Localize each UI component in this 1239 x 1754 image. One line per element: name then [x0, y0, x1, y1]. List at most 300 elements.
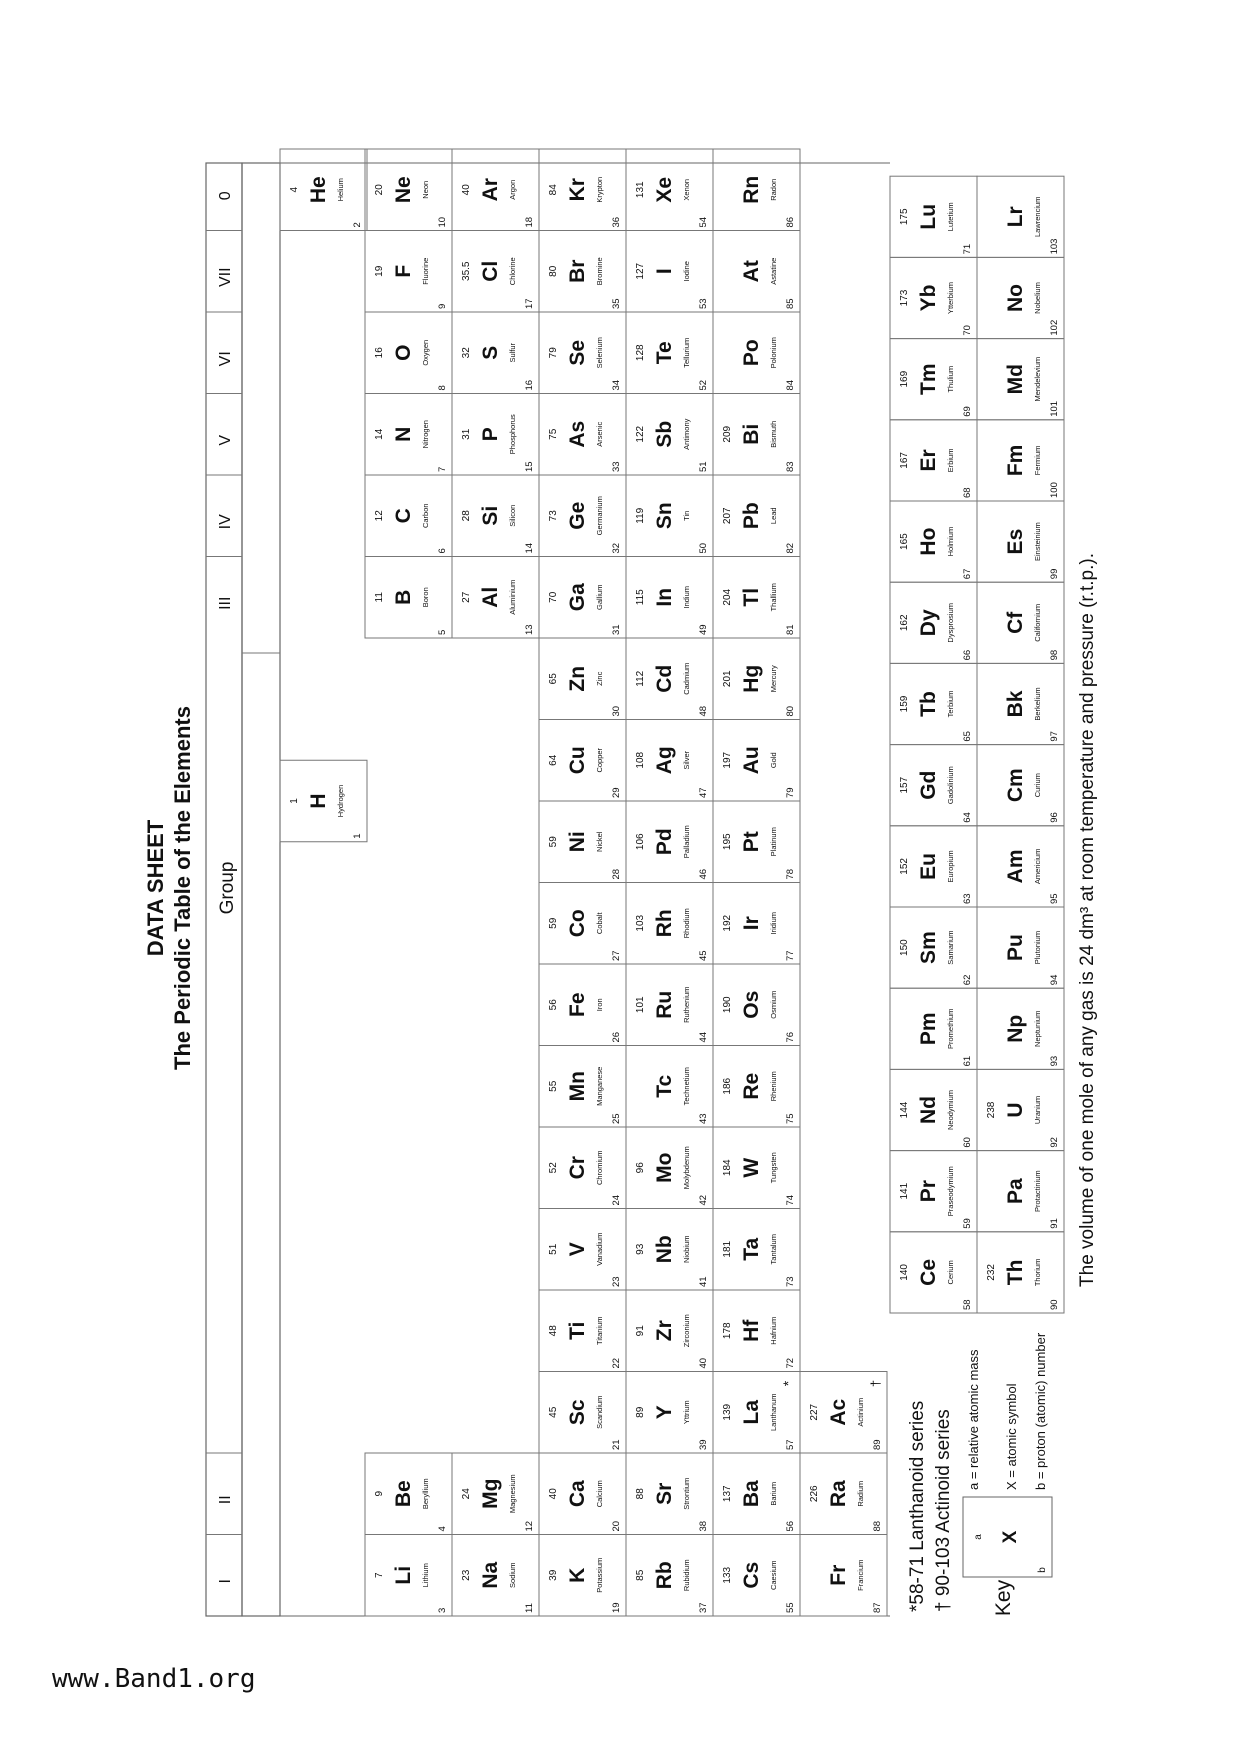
proton-number: 48: [698, 705, 709, 717]
proton-number: 51: [698, 461, 709, 472]
proton-number: 79: [785, 787, 796, 798]
element-cell-no: [977, 257, 1064, 338]
element-name: Carbon: [421, 503, 430, 529]
actinoid-marker: †: [868, 1379, 883, 1388]
element-cell-ru: [626, 964, 713, 1046]
element-name: Radium: [856, 1480, 865, 1507]
element-cell-ba: [713, 1453, 800, 1535]
element-cell-th: [977, 1232, 1064, 1313]
proton-number: 61: [962, 1055, 973, 1067]
relative-atomic-mass: 1: [289, 798, 300, 804]
relative-atomic-mass: 39: [548, 1569, 559, 1581]
element-name: Terbium: [946, 690, 955, 718]
relative-atomic-mass: 190: [722, 996, 733, 1014]
group-number-0: 0: [217, 191, 234, 201]
proton-number: 35: [611, 298, 622, 309]
atomic-symbol: Ra: [827, 1480, 850, 1508]
element-cell-np: [977, 988, 1064, 1069]
element-cell-k: [539, 1535, 626, 1617]
element-cell-cu: [539, 720, 626, 802]
element-cell-be: [365, 1453, 452, 1535]
element-cell-sm: [890, 907, 977, 988]
element-name: Bromine: [595, 257, 604, 286]
atomic-symbol: Ti: [566, 1321, 589, 1340]
relative-atomic-mass: 101: [635, 996, 646, 1014]
proton-number: 22: [611, 1357, 622, 1369]
atomic-symbol: Eu: [917, 852, 940, 880]
proton-number: 28: [611, 868, 622, 880]
element-name: Sodium: [508, 1562, 517, 1588]
proton-number: 82: [785, 542, 796, 554]
element-name: Xenon: [682, 178, 691, 201]
element-cell-ra: [800, 1453, 887, 1535]
proton-number: 6: [437, 548, 448, 554]
element-name: Tin: [682, 510, 691, 521]
proton-number: 77: [785, 950, 796, 961]
atomic-symbol: Md: [1004, 364, 1027, 395]
element-name: Samarium: [946, 930, 955, 965]
element-cell-fm: [977, 420, 1064, 501]
atomic-symbol: Ru: [653, 990, 676, 1019]
atomic-symbol: Ne: [392, 176, 415, 204]
element-cell-ir: [713, 883, 800, 965]
key-atomic-symbol: X = atomic symbol: [1004, 1383, 1019, 1490]
element-name: Radon: [769, 178, 778, 201]
element-name: Thallium: [769, 583, 778, 612]
atomic-symbol: At: [740, 260, 763, 283]
proton-number: 55: [785, 1602, 796, 1613]
element-name: Mercury: [769, 665, 778, 693]
element-cell-b: [365, 557, 452, 639]
element-name: Cerium: [946, 1260, 955, 1285]
atomic-symbol: Dy: [917, 609, 940, 637]
atomic-symbol: Y: [653, 1405, 676, 1420]
element-cell-u: [977, 1069, 1064, 1150]
element-cell-yb: [890, 257, 977, 338]
element-name: Tungsten: [769, 1152, 778, 1184]
element-name: Indium: [682, 585, 691, 609]
element-name: Palladium: [682, 825, 691, 859]
proton-number: 54: [698, 216, 709, 228]
element-cell-sc: [539, 1372, 626, 1454]
atomic-symbol: Hf: [740, 1319, 763, 1342]
element-name: Rubidium: [682, 1559, 691, 1592]
element-name: Rhodium: [682, 908, 691, 939]
key-label: Key: [992, 1579, 1015, 1617]
element-name: Gallium: [595, 584, 604, 610]
element-name: Neon: [421, 180, 430, 199]
proton-number: 101: [1049, 400, 1060, 417]
relative-atomic-mass: 91: [635, 1325, 646, 1337]
element-cell-sb: [626, 394, 713, 476]
atomic-symbol: Na: [479, 1561, 502, 1589]
key-block: [963, 1332, 1052, 1616]
atomic-symbol: Ni: [566, 831, 589, 853]
element-name: Technetium: [682, 1067, 691, 1106]
relative-atomic-mass: 32: [461, 347, 472, 359]
proton-number: 65: [962, 731, 973, 742]
element-name: Yttrium: [682, 1400, 691, 1425]
proton-number: 25: [611, 1113, 622, 1124]
element-cell-bi: [713, 394, 800, 476]
element-cell-h: [280, 760, 367, 842]
relative-atomic-mass: 175: [899, 208, 910, 226]
proton-number: 58: [962, 1299, 973, 1310]
element-name: Curium: [1033, 773, 1042, 798]
proton-number: 47: [698, 787, 709, 798]
atomic-symbol: Pr: [917, 1180, 940, 1203]
atomic-symbol: Yb: [917, 284, 940, 312]
relative-atomic-mass: 88: [635, 1488, 646, 1500]
element-cell-al: [452, 557, 539, 639]
element-cell-md: [977, 339, 1064, 420]
proton-number: 15: [524, 461, 535, 472]
relative-atomic-mass: 173: [899, 289, 910, 307]
element-name: Strontium: [682, 1477, 691, 1510]
element-cell-gd: [890, 745, 977, 826]
element-name: Gadolinium: [946, 766, 955, 805]
element-cell-cr: [539, 1127, 626, 1209]
relative-atomic-mass: 40: [548, 1488, 559, 1500]
atomic-symbol: I: [653, 268, 676, 275]
proton-number: 72: [785, 1357, 796, 1369]
element-name: Niobium: [682, 1235, 691, 1264]
atomic-symbol: Cl: [479, 260, 502, 282]
element-cell-pa: [977, 1151, 1064, 1232]
atomic-symbol: No: [1004, 284, 1027, 312]
element-name: Chlorine: [508, 257, 517, 286]
element-name: Europium: [946, 850, 955, 883]
proton-number: 24: [611, 1194, 622, 1206]
element-name: Hafnium: [769, 1316, 778, 1345]
atomic-symbol: Nd: [917, 1096, 940, 1124]
relative-atomic-mass: 152: [899, 858, 910, 875]
element-name: Titanium: [595, 1316, 604, 1345]
proton-number: 1: [352, 833, 363, 839]
element-name: Rhenium: [769, 1071, 778, 1102]
atomic-symbol: Np: [1004, 1014, 1027, 1043]
relative-atomic-mass: 197: [722, 751, 733, 769]
group-label: Group: [217, 861, 238, 915]
element-name: Praseodymium: [946, 1166, 955, 1217]
atomic-symbol: K: [566, 1567, 589, 1583]
relative-atomic-mass: 209: [722, 425, 733, 443]
atomic-symbol: C: [392, 508, 415, 524]
proton-number: 70: [962, 325, 973, 336]
proton-number: 27: [611, 950, 622, 961]
atomic-symbol: Rh: [653, 909, 676, 938]
element-cell-li: [365, 1535, 452, 1617]
element-name: Fluorine: [421, 257, 430, 285]
element-name: Thorium: [1033, 1258, 1042, 1287]
element-cell-cm: [977, 745, 1064, 826]
element-cell-pt: [713, 801, 800, 883]
proton-number: 21: [611, 1439, 622, 1450]
atomic-symbol: Tm: [917, 363, 940, 395]
element-cell-lu: [890, 176, 977, 257]
element-cell-re: [713, 1046, 800, 1128]
element-cell-am: [977, 826, 1064, 907]
element-cell-er: [890, 420, 977, 501]
element-name: Erbium: [946, 448, 955, 473]
element-name: Holmium: [946, 526, 955, 557]
element-name: Fermium: [1033, 445, 1042, 476]
atomic-symbol: N: [392, 426, 415, 442]
relative-atomic-mass: 85: [635, 1569, 646, 1581]
element-cell-v: [539, 1209, 626, 1291]
atomic-symbol: Rn: [740, 175, 763, 204]
element-name: Berkelium: [1033, 687, 1042, 721]
element-cell-bk: [977, 663, 1064, 744]
group-number-V: V: [217, 434, 234, 446]
relative-atomic-mass: 64: [548, 754, 559, 766]
element-name: Uranium: [1033, 1095, 1042, 1125]
element-cell-ar: [452, 149, 539, 231]
proton-number: 103: [1049, 238, 1060, 255]
atomic-symbol: Tl: [740, 587, 763, 607]
atomic-symbol: Pb: [740, 502, 763, 530]
element-cell-ta: [713, 1209, 800, 1291]
key-a: a: [973, 1534, 984, 1540]
proton-number: 10: [437, 216, 448, 228]
element-name: Phosphorus: [508, 414, 517, 455]
element-cell-mg: [452, 1453, 539, 1535]
relative-atomic-mass: 27: [461, 591, 472, 603]
atomic-symbol: W: [740, 1157, 763, 1178]
atomic-symbol: Cd: [653, 664, 676, 693]
element-name: Oxygen: [421, 339, 430, 366]
element-name: Osmium: [769, 990, 778, 1019]
relative-atomic-mass: 55: [548, 1080, 559, 1092]
relative-atomic-mass: 141: [899, 1182, 910, 1200]
element-cell-dy: [890, 582, 977, 663]
element-cell-mn: [539, 1046, 626, 1128]
element-name: Iodine: [682, 261, 691, 282]
sheet-heading: DATA SHEET: [143, 819, 168, 957]
proton-number: 23: [611, 1276, 622, 1287]
atomic-symbol: Cf: [1004, 611, 1027, 634]
element-cell-tc: [626, 1046, 713, 1128]
key-x: X: [1000, 1530, 1021, 1544]
atomic-symbol: Rb: [653, 1561, 676, 1590]
relative-atomic-mass: 140: [899, 1264, 910, 1281]
element-name: Iridium: [769, 911, 778, 935]
atomic-symbol: In: [653, 587, 676, 607]
proton-number: 18: [524, 216, 535, 228]
element-name: Chromium: [595, 1150, 604, 1186]
element-cell-eu: [890, 826, 977, 907]
element-name: Actinium: [856, 1397, 865, 1427]
element-cell-fe: [539, 964, 626, 1046]
element-cell-w: [713, 1127, 800, 1209]
element-cell-at: [713, 231, 800, 313]
element-cell-o: [365, 312, 452, 394]
relative-atomic-mass: 167: [899, 452, 910, 469]
element-cell-zn: [539, 638, 626, 720]
atomic-symbol: Nb: [653, 1235, 676, 1264]
element-name: Cadmium: [682, 662, 691, 695]
proton-number: 78: [785, 868, 796, 880]
element-cell-nd: [890, 1069, 977, 1150]
proton-number: 13: [524, 624, 535, 635]
relative-atomic-mass: 24: [461, 1488, 472, 1500]
element-name: Sulfur: [508, 342, 517, 363]
atomic-symbol: Ir: [740, 916, 763, 931]
relative-atomic-mass: 19: [374, 265, 385, 277]
proton-number: 81: [785, 624, 796, 635]
element-cell-in: [626, 557, 713, 639]
relative-atomic-mass: 112: [635, 670, 646, 687]
atomic-symbol: Bk: [1004, 690, 1027, 718]
relative-atomic-mass: 96: [635, 1162, 646, 1174]
element-name: Hydrogen: [336, 784, 345, 818]
element-name: Silver: [682, 750, 691, 770]
proton-number: 50: [698, 542, 709, 554]
key-proton-number: b = proton (atomic) number: [1033, 1332, 1048, 1490]
proton-number: 87: [872, 1602, 883, 1613]
element-cell-s: [452, 312, 539, 394]
relative-atomic-mass: 128: [635, 344, 646, 362]
atomic-symbol: Pt: [740, 831, 763, 853]
element-name: Potassium: [595, 1557, 604, 1593]
element-name: Protactinium: [1033, 1170, 1042, 1213]
element-name: Cobalt: [595, 912, 604, 935]
group-number-II: II: [217, 1495, 234, 1505]
relative-atomic-mass: 227: [809, 1403, 820, 1421]
atomic-symbol: Se: [566, 339, 589, 366]
atomic-symbol: Er: [917, 449, 940, 472]
atomic-symbol: Xe: [653, 176, 676, 203]
relative-atomic-mass: 157: [899, 776, 910, 794]
relative-atomic-mass: 238: [986, 1101, 997, 1119]
proton-number: 83: [785, 461, 796, 472]
element-name: Lithium: [421, 1563, 430, 1588]
proton-number: 45: [698, 950, 709, 961]
element-name: Francium: [856, 1559, 865, 1591]
relative-atomic-mass: 195: [722, 833, 733, 851]
atomic-symbol: V: [566, 1242, 589, 1257]
element-cell-ni: [539, 801, 626, 883]
relative-atomic-mass: 122: [635, 425, 646, 443]
element-name: Arsenic: [595, 421, 604, 447]
proton-number: 68: [962, 487, 973, 498]
relative-atomic-mass: 131: [635, 181, 646, 199]
relative-atomic-mass: 150: [899, 939, 910, 956]
relative-atomic-mass: 226: [809, 1485, 820, 1503]
proton-number: 8: [437, 385, 448, 391]
element-name: Silicon: [508, 504, 517, 527]
atomic-symbol: Pa: [1004, 1178, 1027, 1205]
element-name: Ruthenium: [682, 986, 691, 1023]
atomic-symbol: Lr: [1004, 206, 1027, 228]
relative-atomic-mass: 181: [722, 1240, 733, 1258]
atomic-symbol: Si: [479, 505, 502, 526]
atomic-symbol: Zr: [653, 1320, 676, 1342]
proton-number: 56: [785, 1520, 796, 1532]
element-name: Lead: [769, 507, 778, 525]
element-name: Molybdenum: [682, 1146, 691, 1190]
element-name: Tantalum: [769, 1234, 778, 1265]
key-relative-atomic-mass: a = relative atomic mass: [966, 1349, 981, 1490]
element-name: Mendelevium: [1033, 356, 1042, 402]
element-name: Neodymium: [946, 1089, 955, 1131]
element-name: Thulium: [946, 365, 955, 393]
element-name: Nickel: [595, 831, 604, 852]
element-cell-c: [365, 475, 452, 557]
relative-atomic-mass: 4: [289, 186, 300, 193]
proton-number: 71: [962, 243, 973, 255]
element-cell-sn: [626, 475, 713, 557]
gas-volume-footnote: The volume of one mole of any gas is 24 dm³ at room temperature and pressure (r.t.p.).: [1077, 553, 1098, 1287]
element-name: Lutetium: [946, 202, 955, 232]
proton-number: 89: [872, 1439, 883, 1450]
relative-atomic-mass: 56: [548, 999, 559, 1011]
relative-atomic-mass: 119: [635, 507, 646, 524]
relative-atomic-mass: 75: [548, 428, 559, 440]
element-cell-tm: [890, 339, 977, 420]
proton-number: 100: [1049, 482, 1060, 498]
element-cell-n: [365, 394, 452, 476]
atomic-symbol: Mn: [566, 1071, 589, 1102]
proton-number: 3: [437, 1607, 448, 1613]
proton-number: 60: [962, 1137, 973, 1148]
atomic-symbol: Ca: [566, 1480, 589, 1508]
relative-atomic-mass: 127: [635, 262, 646, 280]
element-name: Nitrogen: [421, 420, 430, 449]
proton-number: 16: [524, 379, 535, 391]
relative-atomic-mass: 9: [374, 1490, 385, 1497]
proton-number: 85: [785, 298, 796, 309]
proton-number: 59: [962, 1218, 973, 1229]
atomic-symbol: Ce: [917, 1258, 940, 1286]
group-number-VII: VII: [217, 267, 234, 288]
proton-number: 62: [962, 974, 973, 986]
element-cell-na: [452, 1535, 539, 1617]
atomic-symbol: La: [740, 1399, 763, 1425]
element-name: Boron: [421, 587, 430, 608]
proton-number: 46: [698, 868, 709, 880]
atomic-symbol: Al: [479, 586, 502, 608]
atomic-symbol: F: [392, 264, 415, 278]
element-name: Gold: [769, 752, 778, 769]
element-cell-hf: [713, 1290, 800, 1372]
group-number-I: I: [217, 1579, 234, 1584]
relative-atomic-mass: 232: [986, 1264, 997, 1281]
atomic-symbol: He: [307, 176, 330, 204]
element-name: Copper: [595, 747, 604, 773]
relative-atomic-mass: 14: [374, 428, 385, 440]
element-name: Plutonium: [1033, 930, 1042, 965]
element-cell-pd: [626, 801, 713, 883]
element-cell-rb: [626, 1535, 713, 1617]
proton-number: 64: [962, 812, 973, 823]
atomic-symbol: Ag: [653, 746, 676, 775]
proton-number: 66: [962, 649, 973, 661]
atomic-symbol: Kr: [566, 178, 589, 202]
element-name: Germanium: [595, 496, 604, 536]
element-cell-cl: [452, 231, 539, 313]
element-name: Calcium: [595, 1480, 604, 1508]
proton-number: 11: [524, 1603, 535, 1613]
element-cell-te: [626, 312, 713, 394]
series-markers: [780, 1380, 883, 1387]
element-cell-ag: [626, 720, 713, 802]
proton-number: 69: [962, 406, 973, 417]
proton-number: 39: [698, 1439, 709, 1450]
relative-atomic-mass: 139: [722, 1403, 733, 1421]
proton-number: 5: [437, 629, 448, 635]
proton-number: 40: [698, 1357, 709, 1369]
